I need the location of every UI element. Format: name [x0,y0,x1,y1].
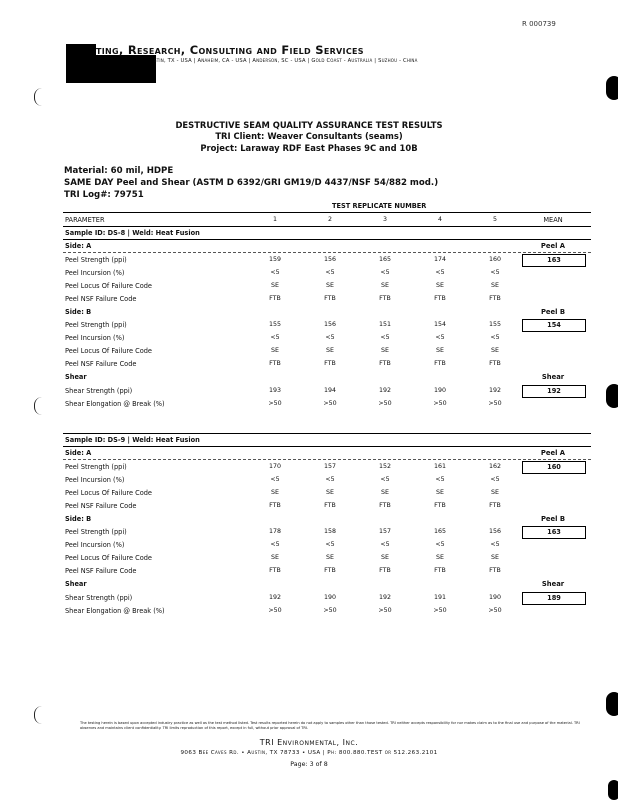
sample-title: Sample ID: DS-9 | Weld: Heat Fusion [65,436,200,444]
peel-strength-value: 157 [378,528,392,535]
peel-strength-value: 151 [378,321,392,328]
row-divider [63,252,591,253]
peel-locus-value: SE [436,554,444,561]
peel-strength-value: 161 [433,463,447,470]
binder-hole [606,692,618,716]
peel-nsf-value: FTB [434,360,446,367]
shear-elongation-label: Shear Elongation @ Break (%) [65,607,165,615]
shear-elongation-value: >50 [378,607,392,614]
parameter-header: PARAMETER [65,216,105,224]
peel-strength-value: 152 [378,463,392,470]
peel-a-mean-value: 160 [522,461,586,474]
shear-label: Shear [65,373,87,381]
peel-nsf-value: FTB [489,567,501,574]
peel-locus-value: SE [326,282,334,289]
replicate-header-1: 1 [272,216,277,223]
client-line: TRI Client: Weaver Consultants (seams) [215,131,403,141]
replicate-header-2: 2 [327,216,332,223]
peel-strength-label: Peel Strength (ppi) [65,256,127,264]
peel-locus-label: Peel Locus Of Failure Code [65,554,152,562]
peel-incursion-value: <5 [435,476,445,483]
shear-elongation-value: >50 [323,400,337,407]
footer-address: 9063 Bee Caves Rd. • Austin, TX 78733 • USA | Ph: 800.880.TEST or 512.263.2101 [180,750,438,756]
scan-mark [34,397,44,415]
shear-mean-label: Shear [541,580,565,588]
peel-b-mean-value: 163 [522,526,586,539]
peel-nsf-label: Peel NSF Failure Code [65,502,137,510]
shear-strength-value: 194 [323,387,337,394]
shear-elongation-value: >50 [433,607,447,614]
shear-strength-label: Shear Strength (ppi) [65,387,133,395]
replicate-header-3: 3 [382,216,387,223]
company-locations: stin, TX - USA | Anaheim, CA - USA | Anderson, SC - USA | Gold Coast - Australia | Suzhou - China [154,58,418,64]
peel-nsf-value: FTB [489,295,501,302]
peel-locus-value: SE [491,489,499,496]
log-line: TRI Log#: 79751 [64,190,144,200]
shear-elongation-value: >50 [433,400,447,407]
shear-strength-value: 192 [488,387,502,394]
peel-locus-label: Peel Locus Of Failure Code [65,347,152,355]
shear-elongation-value: >50 [488,400,502,407]
sample-title: Sample ID: DS-8 | Weld: Heat Fusion [65,229,200,237]
shear-strength-value: 192 [378,387,392,394]
peel-strength-label: Peel Strength (ppi) [65,321,127,329]
shear-strength-value: 193 [268,387,282,394]
peel-nsf-value: FTB [269,567,281,574]
peel-locus-value: SE [491,347,499,354]
binder-hole [606,384,618,408]
peel-nsf-label: Peel NSF Failure Code [65,567,137,575]
side-b-label: Side: B [65,515,92,523]
shear-strength-value: 190 [488,594,502,601]
replicate-header-5: 5 [492,216,497,223]
peel-strength-value: 174 [433,256,447,263]
peel-nsf-value: FTB [324,502,336,509]
peel-nsf-value: FTB [379,360,391,367]
peel-nsf-value: FTB [324,567,336,574]
shear-strength-value: 192 [268,594,282,601]
shear-strength-value: 191 [433,594,447,601]
peel-nsf-label: Peel NSF Failure Code [65,360,137,368]
peel-incursion-value: <5 [270,476,280,483]
sample-rule [63,239,591,240]
peel-locus-label: Peel Locus Of Failure Code [65,282,152,290]
binder-hole [608,780,618,800]
shear-mean-value: 189 [522,592,586,605]
peel-locus-value: SE [436,489,444,496]
peel-strength-value: 162 [488,463,502,470]
peel-nsf-value: FTB [324,295,336,302]
peel-strength-value: 170 [268,463,282,470]
peel-strength-value: 156 [323,256,337,263]
peel-nsf-value: FTB [434,502,446,509]
peel-incursion-value: <5 [270,269,280,276]
peel-strength-value: 160 [488,256,502,263]
peel-strength-value: 165 [433,528,447,535]
peel-nsf-value: FTB [379,502,391,509]
shear-label: Shear [65,580,87,588]
peel-strength-value: 157 [323,463,337,470]
peel-incursion-label: Peel Incursion (%) [65,476,125,484]
peel-incursion-value: <5 [490,334,500,341]
document-number: R 000739 [522,20,556,28]
peel-nsf-label: Peel NSF Failure Code [65,295,137,303]
shear-mean-label: Shear [541,373,565,381]
header-rule [63,212,591,213]
binder-hole [606,76,618,100]
material-line: Material: 60 mil, HDPE [64,166,174,176]
shear-elongation-label: Shear Elongation @ Break (%) [65,400,165,408]
shear-elongation-value: >50 [268,400,282,407]
shear-elongation-value: >50 [488,607,502,614]
peel-incursion-value: <5 [325,269,335,276]
peel-locus-value: SE [381,489,389,496]
peel-locus-value: SE [491,282,499,289]
mean-header: MEAN [543,216,563,224]
peel-incursion-value: <5 [490,476,500,483]
report-title: DESTRUCTIVE SEAM QUALITY ASSURANCE TEST RESULTS [175,120,443,130]
peel-incursion-value: <5 [380,541,390,548]
shear-elongation-value: >50 [323,607,337,614]
peel-strength-value: 159 [268,256,282,263]
redaction-block [66,44,96,55]
shear-strength-label: Shear Strength (ppi) [65,594,133,602]
peel-nsf-value: FTB [269,360,281,367]
redaction-block [66,55,156,83]
peel-strength-value: 165 [378,256,392,263]
peel-nsf-value: FTB [489,502,501,509]
peel-strength-value: 155 [268,321,282,328]
peel-strength-label: Peel Strength (ppi) [65,463,127,471]
peel-locus-value: SE [326,554,334,561]
disclaimer-text: The testing herein is based upon accepted industry practice as well as the test method listed. Test results reported herein do not apply to samples other than those tested. TRI neither accepts responsibility for nor makes claim as to the final use and purpose of the material. TRI observes and maintains client confidentiality. TRI limits reproduction of this report, except in full, without prior approval of TRI. [80,721,580,730]
peel-incursion-value: <5 [435,334,445,341]
peel-locus-label: Peel Locus Of Failure Code [65,489,152,497]
footer-company: TRI Environmental, Inc. [259,738,359,747]
peel-nsf-value: FTB [269,295,281,302]
project-line: Project: Laraway RDF East Phases 9C and 10B [200,143,418,153]
peel-incursion-value: <5 [270,334,280,341]
peel-nsf-value: FTB [269,502,281,509]
peel-locus-value: SE [271,489,279,496]
peel-locus-value: SE [436,347,444,354]
page-number: Page: 3 of 8 [290,761,328,768]
peel-locus-value: SE [381,347,389,354]
peel-strength-label: Peel Strength (ppi) [65,528,127,536]
peel-a-mean-value: 163 [522,254,586,267]
side-a-label: Side: A [65,449,92,457]
peel-incursion-label: Peel Incursion (%) [65,541,125,549]
peel-nsf-value: FTB [489,360,501,367]
sample-rule [63,446,591,447]
scan-mark [34,88,44,106]
method-line: SAME DAY Peel and Shear (ASTM D 6392/GRI GM19/D 4437/NSF 54/882 mod.) [64,178,439,188]
scan-mark [34,706,44,724]
side-a-label: Side: A [65,242,92,250]
peel-incursion-value: <5 [380,476,390,483]
peel-locus-value: SE [381,282,389,289]
peel-strength-value: 155 [488,321,502,328]
peel-incursion-value: <5 [380,269,390,276]
side-b-label: Side: B [65,308,92,316]
shear-strength-value: 190 [433,387,447,394]
peel-incursion-value: <5 [490,269,500,276]
peel-b-mean-label: Peel B [540,308,566,316]
peel-b-mean-value: 154 [522,319,586,332]
peel-incursion-value: <5 [435,269,445,276]
peel-incursion-value: <5 [325,334,335,341]
peel-strength-value: 158 [323,528,337,535]
shear-elongation-value: >50 [268,607,282,614]
peel-locus-value: SE [271,282,279,289]
peel-locus-value: SE [436,282,444,289]
peel-locus-value: SE [326,347,334,354]
peel-b-mean-label: Peel B [540,515,566,523]
peel-nsf-value: FTB [434,567,446,574]
shear-elongation-value: >50 [378,400,392,407]
shear-strength-value: 190 [323,594,337,601]
peel-a-mean-label: Peel A [540,449,566,457]
section-rule [63,433,591,434]
company-header: ting, Research, Consulting and Field Services [96,43,364,57]
peel-incursion-value: <5 [325,541,335,548]
peel-locus-value: SE [491,554,499,561]
peel-strength-value: 156 [488,528,502,535]
peel-locus-value: SE [326,489,334,496]
peel-nsf-value: FTB [379,567,391,574]
peel-incursion-label: Peel Incursion (%) [65,269,125,277]
peel-nsf-value: FTB [379,295,391,302]
peel-nsf-value: FTB [434,295,446,302]
peel-incursion-label: Peel Incursion (%) [65,334,125,342]
peel-nsf-value: FTB [324,360,336,367]
shear-strength-value: 192 [378,594,392,601]
peel-incursion-value: <5 [270,541,280,548]
peel-incursion-value: <5 [380,334,390,341]
peel-locus-value: SE [381,554,389,561]
row-divider [63,459,591,460]
peel-strength-value: 156 [323,321,337,328]
peel-strength-value: 178 [268,528,282,535]
peel-a-mean-label: Peel A [540,242,566,250]
replicate-group-label: TEST REPLICATE NUMBER [332,202,427,210]
header-rule [63,226,591,227]
shear-mean-value: 192 [522,385,586,398]
peel-locus-value: SE [271,554,279,561]
peel-incursion-value: <5 [325,476,335,483]
replicate-header-4: 4 [437,216,442,223]
peel-strength-value: 154 [433,321,447,328]
peel-locus-value: SE [271,347,279,354]
peel-incursion-value: <5 [435,541,445,548]
peel-incursion-value: <5 [490,541,500,548]
